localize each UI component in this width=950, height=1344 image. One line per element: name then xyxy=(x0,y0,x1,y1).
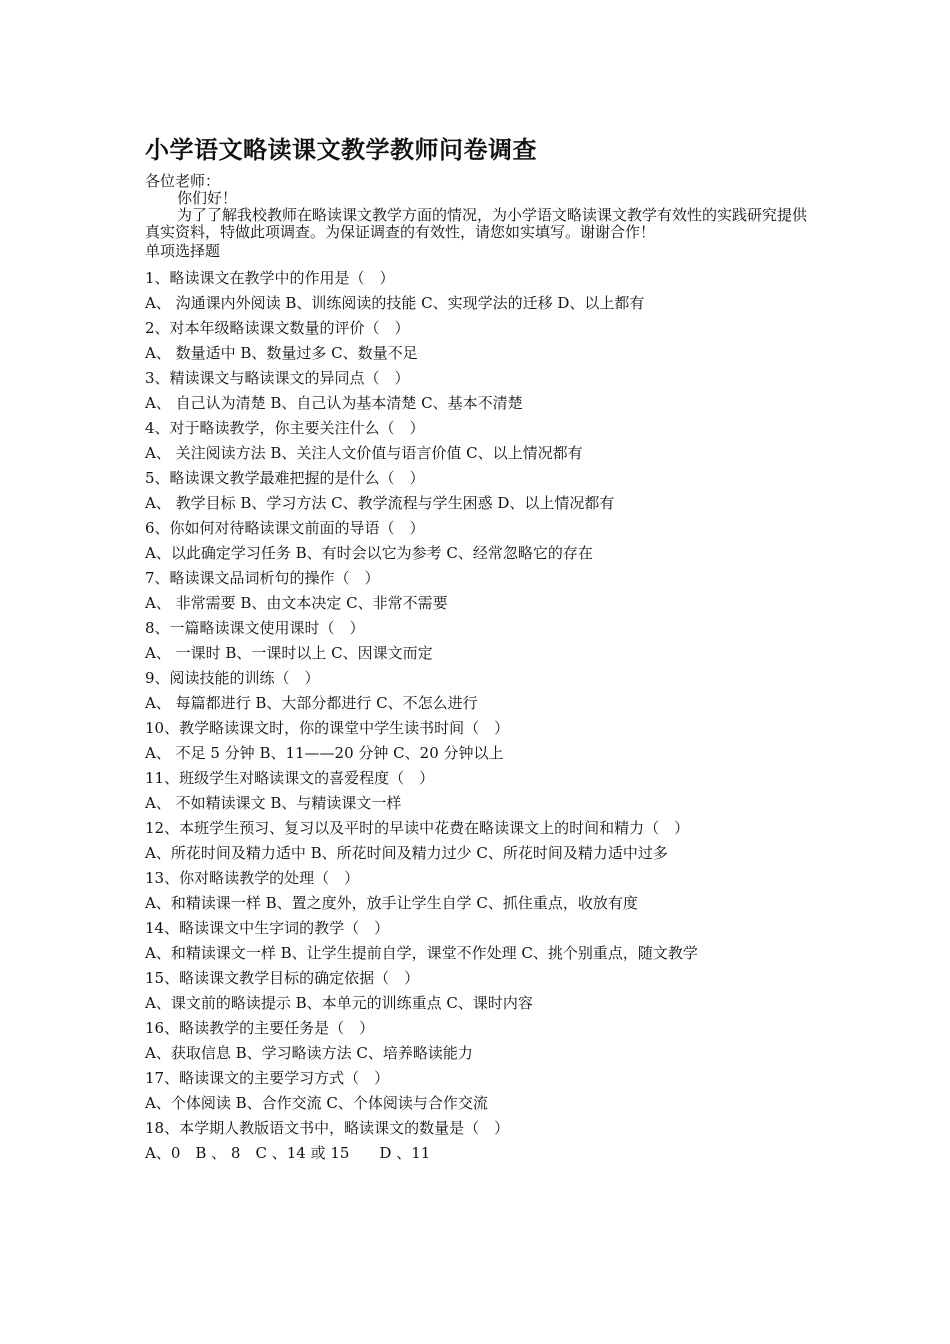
question-text: 1、略读课文在教学中的作用是（ ） xyxy=(145,269,395,287)
answer-options: A、以此确定学习任务 B、有时会以它为参考 C、经常忽略它的存在 xyxy=(145,544,593,562)
answer-options: A、 关注阅读方法 B、关注人文价值与语言价值 C、以上情况都有 xyxy=(145,444,583,462)
answer-options: A、所花时间及精力适中 B、所花时间及精力过少 C、所花时间及精力适中过多 xyxy=(145,844,668,862)
question-text: 9、阅读技能的训练（ ） xyxy=(145,669,320,687)
answer-options: A、0 B 、 8 C 、14 或 15 D 、11 xyxy=(145,1144,431,1162)
answer-options: A、 不足 5 分钟 B、11——20 分钟 C、20 分钟以上 xyxy=(145,744,504,762)
question-text: 7、略读课文品词析句的操作（ ） xyxy=(145,569,380,587)
question-item xyxy=(145,816,815,866)
answer-options: A、 每篇都进行 B、大部分都进行 C、不怎么进行 xyxy=(145,694,478,712)
question-text: 12、本班学生预习、复习以及平时的早读中花费在略读课文上的时间和精力（ ） xyxy=(145,819,690,837)
question-item xyxy=(145,766,815,816)
answer-options: A、 自己认为清楚 B、自己认为基本清楚 C、基本不清楚 xyxy=(145,394,523,412)
question-item xyxy=(145,266,815,316)
question-item xyxy=(145,966,815,1016)
answer-options: A、 数量适中 B、数量过多 C、数量不足 xyxy=(145,344,418,362)
question-text: 10、教学略读课文时，你的课堂中学生读书时间（ ） xyxy=(145,719,510,737)
question-text: 6、你如何对待略读课文前面的导语（ ） xyxy=(145,519,425,537)
question-item xyxy=(145,1066,815,1116)
hello-line: 你们好！ xyxy=(177,189,238,207)
answer-options: A、个体阅读 B、合作交流 C、个体阅读与合作交流 xyxy=(145,1094,488,1112)
answer-options: A、 一课时 B、一课时以上 C、因课文而定 xyxy=(145,644,433,662)
question-text: 4、对于略读教学，你主要关注什么（ ） xyxy=(145,419,425,437)
question-item xyxy=(145,1016,815,1066)
question-text: 5、略读课文教学最难把握的是什么（ ） xyxy=(145,469,425,487)
question-item xyxy=(145,1116,815,1166)
answer-options: A、 非常需要 B、由文本决定 C、非常不需要 xyxy=(145,594,448,612)
answer-options: A、获取信息 B、学习略读方法 C、培养略读能力 xyxy=(145,1044,473,1062)
question-text: 18、本学期人教版语文书中，略读课文的数量是（ ） xyxy=(145,1119,510,1137)
intro-block xyxy=(145,173,815,241)
answer-options: A、 教学目标 B、学习方法 C、教学流程与学生困惑 D、以上情况都有 xyxy=(145,494,615,512)
question-item xyxy=(145,366,815,416)
question-text: 8、一篇略读课文使用课时（ ） xyxy=(145,619,365,637)
greeting: 各位老师： xyxy=(145,172,221,190)
question-item xyxy=(145,416,815,466)
document-page xyxy=(145,133,815,1166)
question-item xyxy=(145,316,815,366)
question-text: 3、精读课文与略读课文的异同点（ ） xyxy=(145,369,410,387)
answer-options: A、课文前的略读提示 B、本单元的训练重点 C、课时内容 xyxy=(145,994,533,1012)
question-item xyxy=(145,866,815,916)
intro-paragraph: 为了了解我校教师在略读课文教学方面的情况，为小学语文略读课文教学有效性的实践研究提供真实资料，特做此项调查。为保证调查的有效性，请您如实填写。谢谢合作！ xyxy=(145,206,808,241)
question-text: 2、对本年级略读课文数量的评价（ ） xyxy=(145,319,410,337)
question-item xyxy=(145,716,815,766)
question-item xyxy=(145,666,815,716)
question-item xyxy=(145,616,815,666)
question-text: 14、略读课文中生字词的教学（ ） xyxy=(145,919,390,937)
question-text: 11、班级学生对略读课文的喜爱程度（ ） xyxy=(145,769,435,787)
question-item xyxy=(145,466,815,516)
question-text: 16、略读教学的主要任务是（ ） xyxy=(145,1019,375,1037)
answer-options: A、 不如精读课文 B、与精读课文一样 xyxy=(145,794,402,812)
question-text: 17、略读课文的主要学习方式（ ） xyxy=(145,1069,390,1087)
document-title: 小学语文略读课文教学教师问卷调查 xyxy=(145,135,537,164)
section-heading: 单项选择题 xyxy=(145,242,221,260)
question-list xyxy=(145,266,815,1166)
question-item xyxy=(145,916,815,966)
question-item xyxy=(145,516,815,566)
answer-options: A、和精读课文一样 B、让学生提前自学，课堂不作处理 C、挑个别重点，随文教学 xyxy=(145,944,698,962)
answer-options: A、 沟通课内外阅读 B、训练阅读的技能 C、实现学法的迁移 D、以上都有 xyxy=(145,294,645,312)
answer-options: A、和精读课一样 B、置之度外，放手让学生自学 C、抓住重点，收放有度 xyxy=(145,894,638,912)
question-item xyxy=(145,566,815,616)
question-text: 15、略读课文教学目标的确定依据（ ） xyxy=(145,969,420,987)
question-text: 13、你对略读教学的处理（ ） xyxy=(145,869,360,887)
